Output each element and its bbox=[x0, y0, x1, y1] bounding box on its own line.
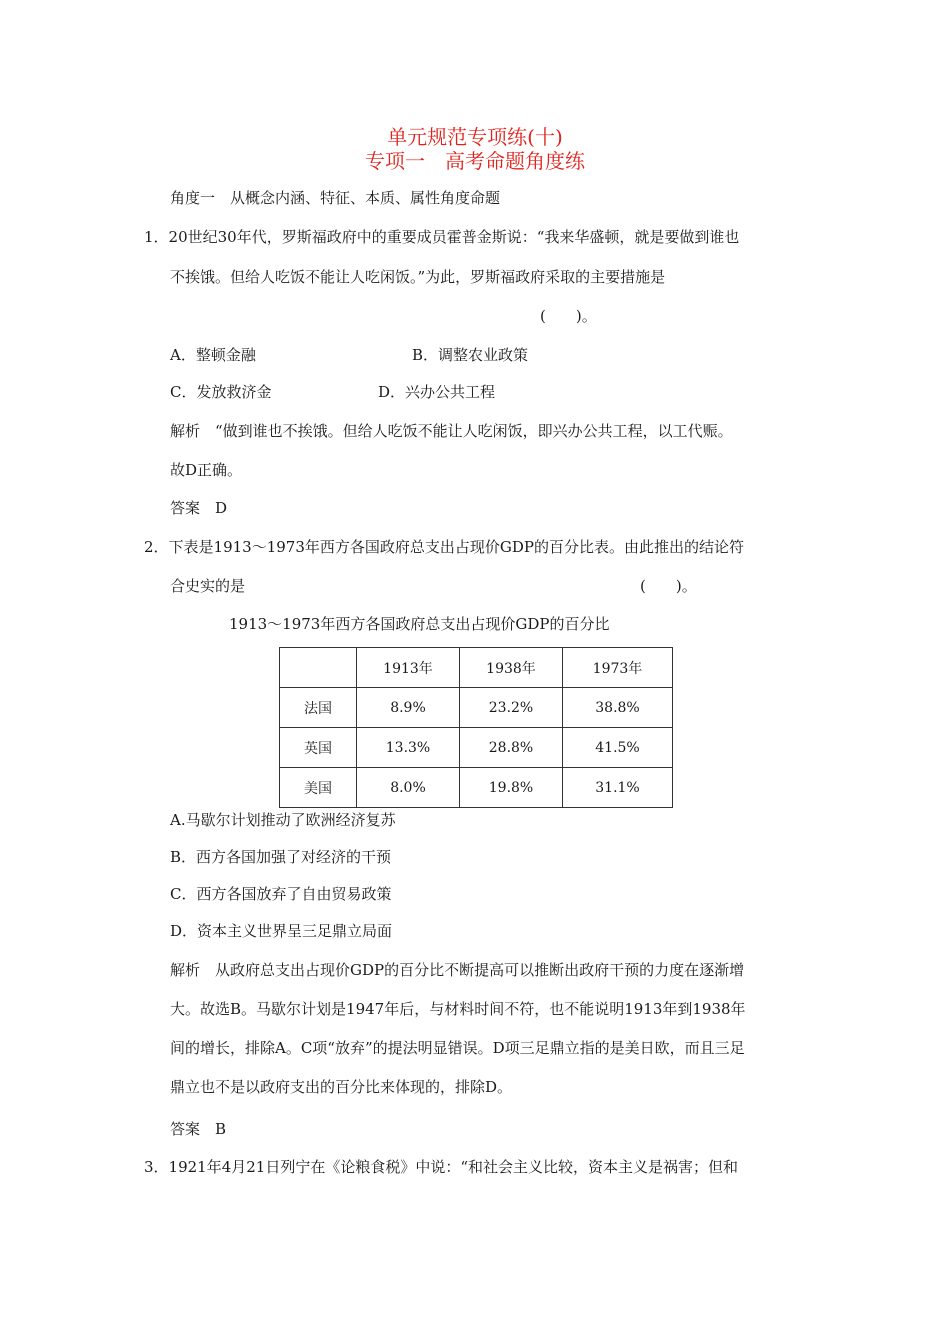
table-cell: 美国 bbox=[280, 768, 357, 808]
table-cell: 28.8% bbox=[460, 728, 563, 768]
q1-answer: 答案 D bbox=[170, 499, 228, 517]
gdp-table bbox=[279, 647, 673, 808]
q2-option-b: B．西方各国加强了对经济的干预 bbox=[170, 848, 392, 866]
q1-option-c: C．发放救济金 bbox=[170, 383, 272, 401]
q2-option-a: A.马歇尔计划推动了欧洲经济复苏 bbox=[170, 811, 396, 829]
table-row bbox=[280, 768, 673, 808]
q2-analysis-line3: 间的增长，排除A。C项“放弃”的提法明显错误。D项三足鼎立指的是美日欧，而且三足 bbox=[170, 1039, 745, 1057]
table-cell: 8.9% bbox=[357, 688, 460, 728]
table-header-cell: 1938年 bbox=[460, 648, 563, 688]
q2-option-c: C．西方各国放弃了自由贸易政策 bbox=[170, 885, 392, 903]
q1-answer-blank: ( )。 bbox=[540, 307, 597, 325]
table-cell: 法国 bbox=[280, 688, 357, 728]
q2-answer-blank: ( )。 bbox=[640, 577, 697, 595]
q2-analysis-line1: 解析 从政府总支出占现价GDP的百分比不断提高可以推断出政府干预的力度在逐渐增 bbox=[170, 961, 745, 979]
table-cell: 41.5% bbox=[563, 728, 673, 768]
table-cell: 38.8% bbox=[563, 688, 673, 728]
table-cell: 英国 bbox=[280, 728, 357, 768]
table-cell: 23.2% bbox=[460, 688, 563, 728]
q2-stem-line2: 合史实的是 bbox=[170, 577, 246, 595]
q2-answer: 答案 B bbox=[170, 1120, 227, 1138]
q2-analysis-line2: 大。故选B。马歇尔计划是1947年后，与材料时间不符，也不能说明1913年到1938年 bbox=[170, 1000, 746, 1018]
q2-option-d: D．资本主义世界呈三足鼎立局面 bbox=[170, 922, 393, 940]
q1-option-b: B．调整农业政策 bbox=[412, 346, 529, 364]
q1-option-a: A．整顿金融 bbox=[170, 346, 256, 364]
table-header-cell: 1973年 bbox=[563, 648, 673, 688]
table-header-cell: 1913年 bbox=[357, 648, 460, 688]
page-subtitle: 专项一 高考命题角度练 bbox=[365, 149, 585, 173]
table-cell: 13.3% bbox=[357, 728, 460, 768]
table-caption: 1913～1973年西方各国政府总支出占现价GDP的百分比 bbox=[229, 615, 610, 633]
q1-stem-line2: 不挨饿。但给人吃饭不能让人吃闲饭。”为此，罗斯福政府采取的主要措施是 bbox=[170, 268, 666, 286]
q1-analysis-line1: 解析 “做到谁也不挨饿。但给人吃饭不能让人吃闲饭，即兴办公共工程，以工代赈。 bbox=[170, 422, 733, 440]
table-cell: 19.8% bbox=[460, 768, 563, 808]
table-header-cell bbox=[280, 648, 357, 688]
section-heading: 角度一 从概念内涵、特征、本质、属性角度命题 bbox=[170, 189, 501, 207]
q2-stem-line1: 2．下表是1913～1973年西方各国政府总支出占现价GDP的百分比表。由此推出的结论符 bbox=[144, 538, 744, 556]
table-cell: 31.1% bbox=[563, 768, 673, 808]
table-row bbox=[280, 688, 673, 728]
table-row bbox=[280, 728, 673, 768]
q3-stem-line1: 3．1921年4月21日列宁在《论粮食税》中说：“和社会主义比较，资本主义是祸害；但和 bbox=[144, 1158, 739, 1176]
q1-option-d: D．兴办公共工程 bbox=[378, 383, 496, 401]
page-title: 单元规范专项练(十) bbox=[387, 125, 563, 149]
q1-analysis-line2: 故D正确。 bbox=[170, 461, 243, 479]
q1-stem-line1: 1．20世纪30年代，罗斯福政府中的重要成员霍普金斯说：“我来华盛顿，就是要做到谁也 bbox=[144, 228, 740, 246]
table-header-row bbox=[280, 648, 673, 688]
q2-analysis-line4: 鼎立也不是以政府支出的百分比来体现的，排除D。 bbox=[170, 1078, 513, 1096]
table-cell: 8.0% bbox=[357, 768, 460, 808]
